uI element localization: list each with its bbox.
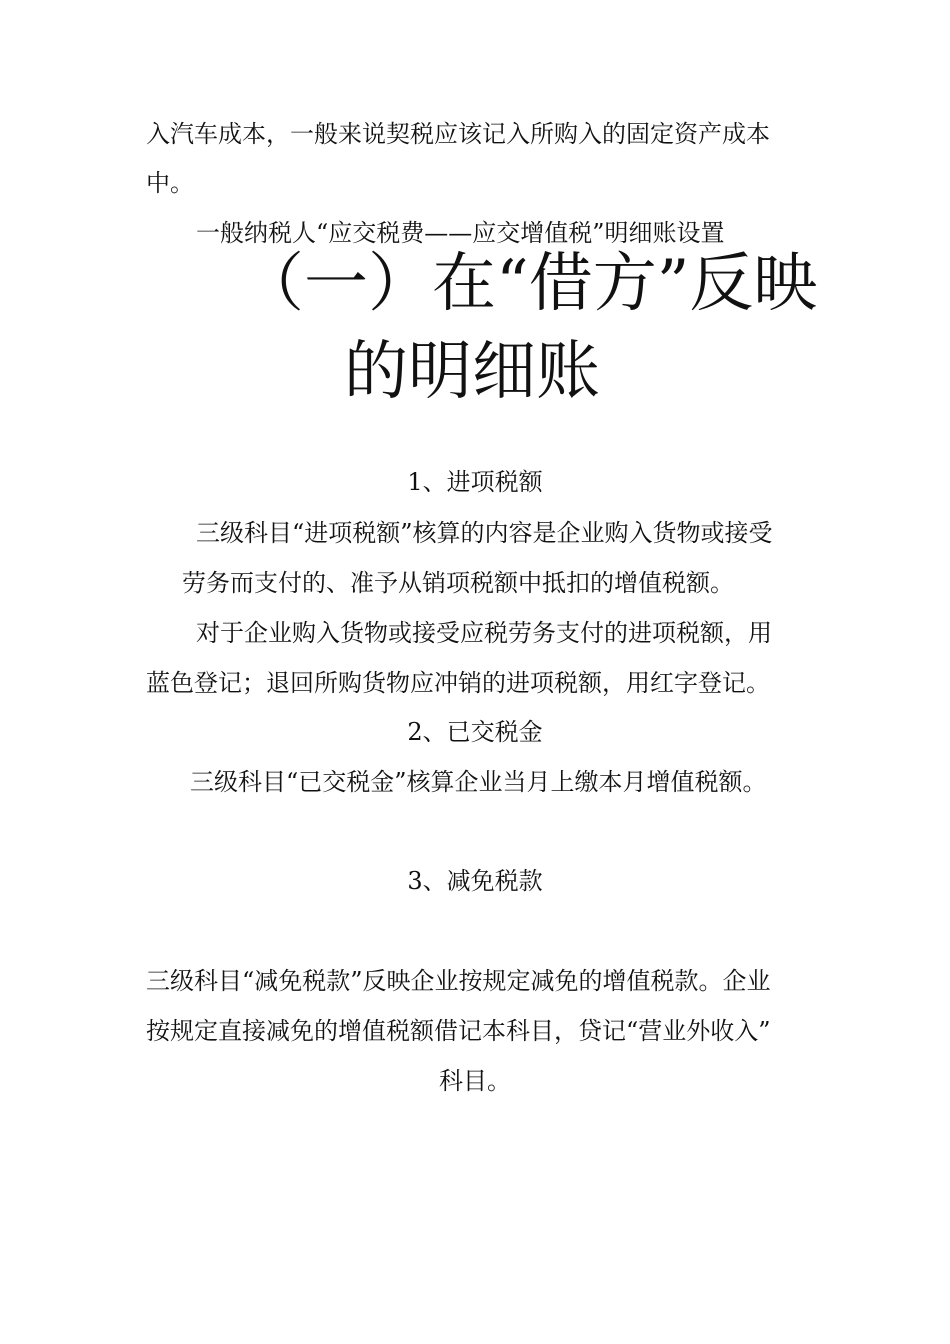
big-heading-line-2: 的明细账 xyxy=(344,335,600,409)
item-3-para-1-line-2: 按规定直接减免的增值税额借记本科目，贷记“营业外收入” xyxy=(146,1017,771,1045)
item-3-para-1-line-3: 科目。 xyxy=(439,1067,511,1095)
item-2-title: 2、已交税金 xyxy=(407,718,543,746)
item-1-para-1-line-1: 三级科目“进项税额”核算的内容是企业购入货物或接受 xyxy=(196,519,773,547)
item-3-para-1-line-1: 三级科目“减免税款”反映企业按规定减免的增值税款。企业 xyxy=(146,967,771,995)
intro-line-2: 中。 xyxy=(146,169,194,197)
section-heading: 一般纳税人“应交税费——应交增值税”明细账设置 xyxy=(196,219,725,247)
item-3-title: 3、减免税款 xyxy=(407,867,543,895)
item-2-para-1-line-1: 三级科目“已交税金”核算企业当月上缴本月增值税额。 xyxy=(190,768,767,796)
intro-line-1: 入汽车成本，一般来说契税应该记入所购入的固定资产成本 xyxy=(146,120,770,148)
big-heading-line-1: （一）在“借方”反映 xyxy=(240,247,818,321)
item-1-para-2-line-1: 对于企业购入货物或接受应税劳务支付的进项税额，用 xyxy=(196,619,772,647)
item-1-title: 1、进项税额 xyxy=(407,468,543,496)
item-1-para-1-line-2: 劳务而支付的、准予从销项税额中抵扣的增值税额。 xyxy=(182,569,734,597)
item-1-para-2-line-2: 蓝色登记；退回所购货物应冲销的进项税额，用红字登记。 xyxy=(146,669,770,697)
